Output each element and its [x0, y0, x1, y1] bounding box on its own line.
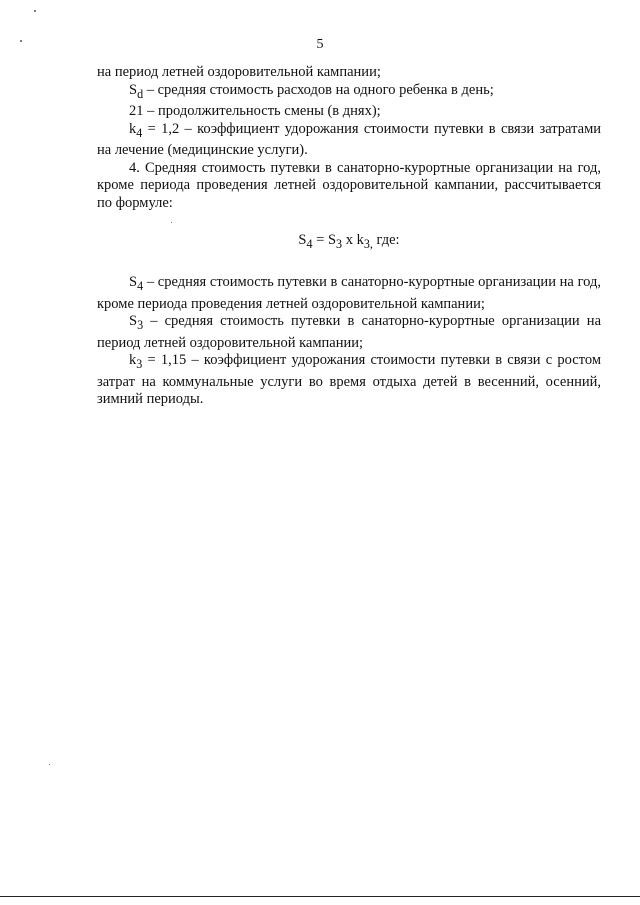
symbol: k [129, 352, 137, 369]
subscript: 3 [137, 317, 144, 332]
definition-text: = 1,15 – коэффициент удорожания стоимости путевки в связи с ростом затрат на коммунальные услуги во время отдыха детей в весенний, осенний, зимний периоды. [97, 352, 601, 408]
paragraph-4: 4. Средняя стоимость путевки в санаторно-курортные организации на год, кроме периода проведения летней оздоровительной кампании, рассчитывается по формуле: [97, 159, 601, 211]
definition-text: – средняя стоимость путевки в санаторно-курортные организации на период летней оздоровительной кампании; [97, 313, 601, 351]
formula-operator: x [342, 231, 357, 248]
document-body [97, 64, 601, 409]
scan-speck [49, 764, 50, 765]
page-number: 5 [316, 37, 324, 52]
symbol: k [129, 120, 137, 137]
formula-operator: = [312, 231, 328, 248]
formula [97, 232, 601, 253]
formula-subscript: 3, [363, 236, 373, 251]
definition-text: – средняя стоимость путевки в санаторно-курортные организации на год, кроме периода проведения летней оздоровительной кампании; [97, 274, 601, 312]
definition-21: 21 – продолжительность смены (в днях); [129, 103, 381, 120]
subscript: d [137, 86, 144, 101]
subscript: 4 [137, 278, 144, 293]
definition-s3 [97, 313, 601, 352]
formula-subscript: 4 [306, 236, 313, 251]
subscript: 4 [136, 125, 143, 140]
definition-text: = 1,2 – коэффициент удорожания стоимости путевки в связи затратами на лечение (медицинские услуги). [97, 120, 601, 159]
definition-k4 [97, 121, 601, 160]
page-bottom-rule [0, 896, 640, 898]
formula-tail: где: [372, 231, 400, 248]
formula-symbol: S [327, 231, 337, 248]
symbol: S [129, 81, 138, 98]
formula-symbol: S [298, 231, 307, 248]
definition-text: – средняя стоимость расходов на одного ребенка в день; [143, 81, 494, 98]
formula-symbol: k [356, 231, 364, 248]
symbol: S [129, 313, 138, 330]
definition-k3 [97, 352, 601, 409]
subscript: 3 [136, 357, 143, 372]
text-line: на период летней оздоровительной кампании; [97, 64, 381, 80]
symbol: S [129, 274, 138, 291]
formula-subscript: 3 [336, 236, 343, 251]
definition-sd [97, 82, 601, 103]
scan-speck [34, 10, 36, 12]
definition-s4 [97, 274, 601, 313]
